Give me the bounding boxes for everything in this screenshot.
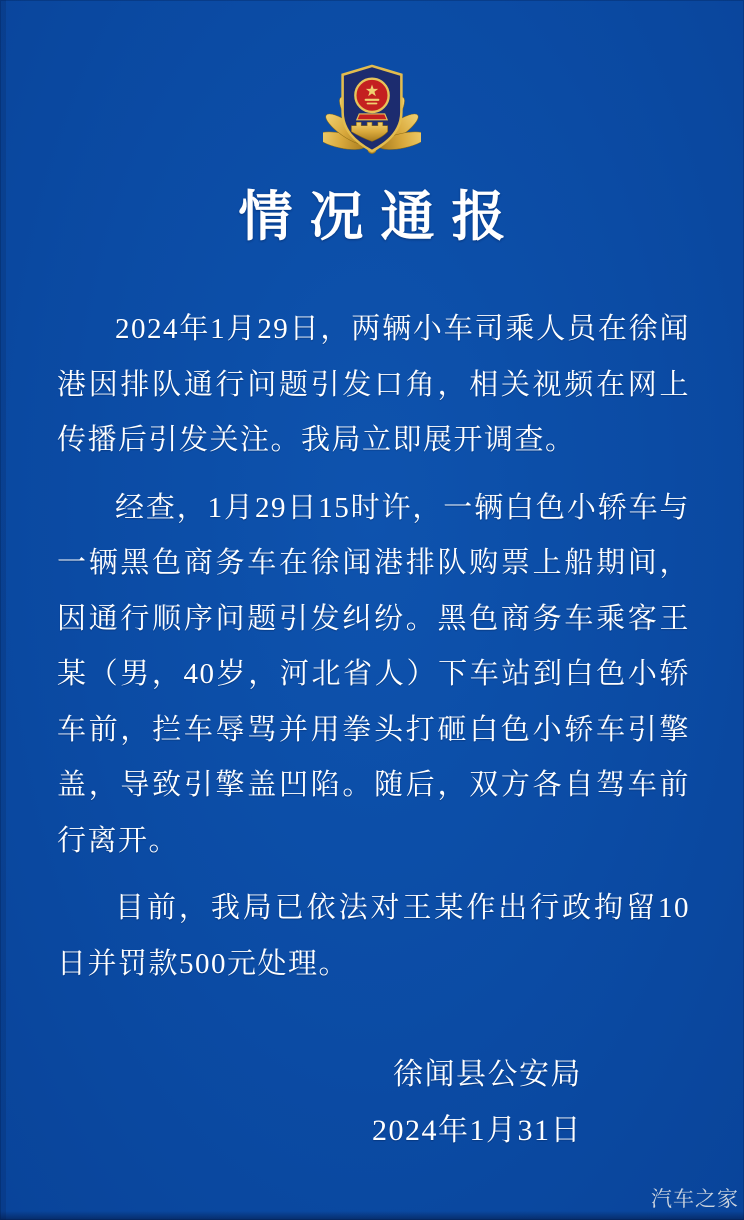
national-emblem-disc — [355, 79, 388, 112]
signature-block — [0, 1047, 582, 1158]
signature-date: 2024年1月31日 — [372, 1113, 582, 1147]
left-edge-shade — [0, 0, 6, 1220]
notice-paragraph-1: 2024年1月29日，两辆小车司乘人员在徐闻港因排队通行问题引发口角，相关视频在网上传播后引发关注。我局立即展开调查。 — [57, 313, 690, 456]
banner-shape — [357, 114, 387, 120]
notice-title: 情况通报 — [238, 187, 523, 247]
notice-body — [57, 302, 690, 992]
notice-paragraph-3: 目前，我局已依法对王某作出行政拘留10日并罚款500元处理。 — [57, 892, 690, 980]
notice-paragraph-2: 经查，1月29日15时许，一辆白色小轿车与一辆黑色商务车在徐闻港排队购票上船期间，因通行顺序问题引发纠纷。黑色商务车乘客王某（男，40岁，河北省人）下车站到白色小轿车前，拦车辱骂并用拳头打砸白色小轿车引擎盖，导致引擎盖凹陷。随后，双方各自驾车前行离开。 — [57, 491, 690, 857]
police-badge-icon — [323, 63, 421, 159]
watermark-autohome: 汽车之家 — [651, 1188, 739, 1211]
signature-agency: 徐闻县公安局 — [393, 1058, 582, 1091]
bottom-edge-shade — [0, 1211, 744, 1220]
